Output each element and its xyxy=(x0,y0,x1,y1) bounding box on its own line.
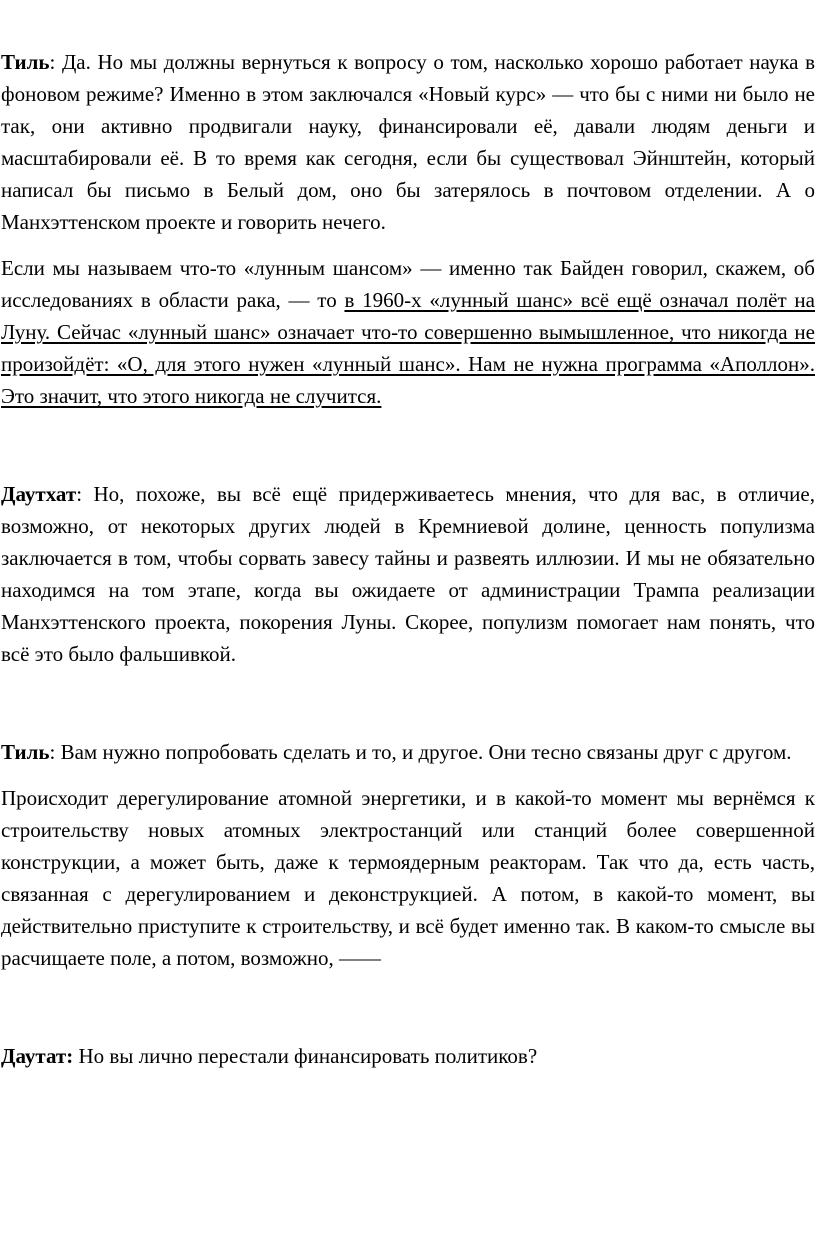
speaker-separator: : xyxy=(76,482,94,506)
paragraph-text: Если мы называем что-то «лунным шансом» — именно так Байден говорил, скажем, об исследованиях в области рака, — то xyxy=(1,256,815,312)
speaker-separator: : xyxy=(49,740,61,764)
paragraph-text: Происходит дерегулирование атомной энергетики, и в какой-то момент мы вернёмся к строительству новых атомных электростанций или станций более совершенной конструкции, а может быть, даже к термоядерным реакторам. Так что да, есть часть, связанная с дерегулированием и деконструкцией. А потом, в какой-то момент, вы действительно приступите к строительству, и всё будет именно так. В каком-то смысле вы расчищаете поле, а потом, возможно, —— xyxy=(1,786,815,970)
speaker-name: Тиль xyxy=(1,50,50,74)
paragraph-text: Но вы лично перестали финансировать политиков? xyxy=(78,1044,538,1068)
paragraph-thiel-2 xyxy=(1,736,815,768)
speaker-name: Даутхат xyxy=(1,482,77,506)
paragraph-moonshot xyxy=(1,252,815,412)
paragraph-text: Вам нужно попробовать сделать и то, и другое. Они тесно связаны друг с другом. xyxy=(60,740,792,764)
underlined-passage: в 1960-х «лунный шанс» всё ещё означал полёт на Луну. Сейчас «лунный шанс» означает что-то совершенно вымышленное, что никогда не произойдёт: «О, для этого нужен «лунный шанс». Нам не нужна программа «Аполлон». Это значит, что этого никогда не случится. xyxy=(1,288,815,408)
paragraph-text: Да. Но мы должны вернуться к вопросу о том, насколько хорошо работает наука в фоновом режиме? Именно в этом заключался «Новый курс» — что бы с ними ни было не так, они активно продвигали науку, финансировали её, давали людям деньги и масштабировали её. В то время как сегодня, если бы существовал Эйнштейн, который написал бы письмо в Белый дом, оно бы затерялось в почтовом отделении. А о Манхэттенском проекте и говорить нечего. xyxy=(1,50,815,234)
paragraph-thiel-1 xyxy=(1,46,815,238)
paragraph-douthat-1 xyxy=(1,478,815,670)
paragraph-douthat-2 xyxy=(1,1040,815,1072)
paragraph-nuclear xyxy=(1,782,815,974)
speaker-name: Даутат: xyxy=(1,1044,74,1068)
speaker-separator: : xyxy=(49,50,62,74)
speaker-name: Тиль xyxy=(1,740,50,764)
paragraph-text: Но, похоже, вы всё ещё придерживаетесь мнения, что для вас, в отличие, возможно, от некоторых других людей в Кремниевой долине, ценность популизма заключается в том, чтобы сорвать завесу тайны и развеять иллюзии. И мы не обязательно находимся на том этапе, когда вы ожидаете от администрации Трампа реализации Манхэттенского проекта, покорения Луны. Скорее, популизм помогает нам понять, что всё это было фальшивкой. xyxy=(1,482,815,666)
